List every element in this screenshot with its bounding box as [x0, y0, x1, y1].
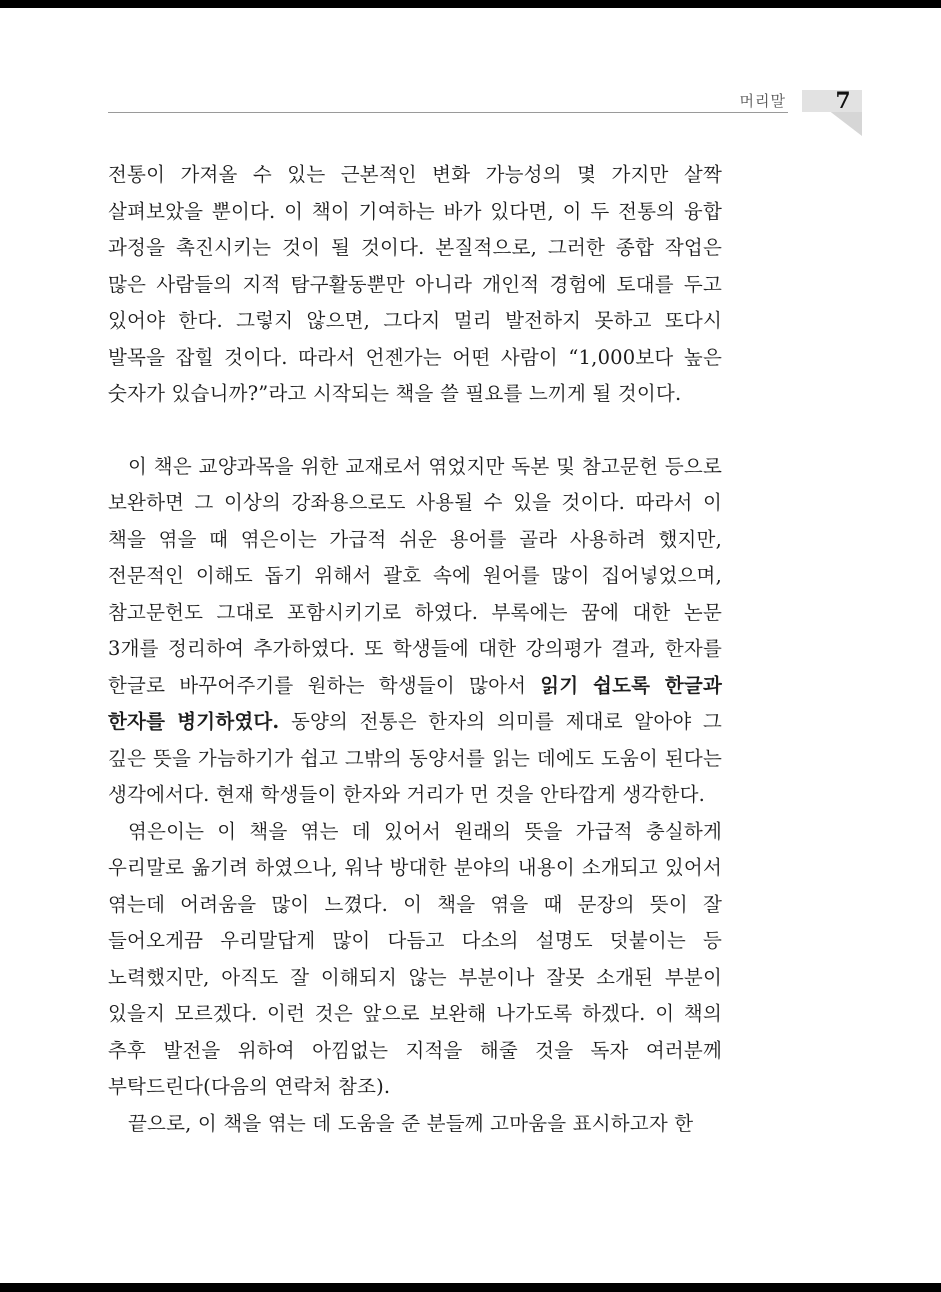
paragraph — [108, 157, 722, 413]
paragraph-text: 전통이 가져올 수 있는 근본적인 변화 가능성의 몇 가지만 살짝 살펴보았을 뿐이다. 이 책이 기여하는 바가 있다면, 이 두 전통의 융합 과정을 촉진시키는 것이 될 것이다. 본질적으로, 그러한 종합 작업은 많은 사람들의 지적 탐구활동뿐만 아니라 개인적 경험에 토대를 두고 있어야 한다. 그렇지 않으면, 그다지 멀리 발전하지 못하고 또다시 발목을 잡힐 것이다. 따라서 언젠가는 어떤 사람이 “1,000보다 높은 숫자가 있습니까?”라고 시작되는 책을 쓸 필요를 느끼게 될 것이다. — [108, 163, 722, 405]
paragraph — [108, 449, 722, 814]
paragraph-gap — [108, 413, 722, 449]
running-title: 머리말 — [739, 92, 786, 110]
page-header — [0, 0, 941, 140]
page-number-tab-icon — [0, 0, 941, 140]
paragraph-text: 엮은이는 이 책을 엮는 데 있어서 원래의 뜻을 가급적 충실하게 우리말로 옮기려 하였으나, 워낙 방대한 분야의 내용이 소개되고 있어서 엮는데 어려움을 많이 느꼈다. 이 책을 엮을 때 문장의 뜻이 잘 들어오게끔 우리말답게 많이 다듬고 다소의 설명도 덧붙이는 등 노력했지만, 아직도 잘 이해되지 않는 부분이나 잘못 소개된 부분이 있을지 모르겠다. 이런 것은 앞으로 보완해 나가도록 하겠다. 이 책의 추후 발전을 위하여 아낌없는 지적을 해줄 것을 독자 여러분께 부탁드린다(다음의 연락처 참조). — [108, 819, 722, 1098]
paragraph — [108, 814, 722, 1106]
bottom-frame-bar — [0, 1283, 941, 1292]
paragraph — [108, 1106, 722, 1143]
paragraph-text: 동양의 전통은 한자의 의미를 제대로 알아야 그 깊은 뜻을 가늠하기가 쉽고 그밖의 동양서를 읽는 데에도 도움이 된다는 생각에서다. 현재 학생들이 한자와 거리가 먼 것을 안타깝게 생각한다. — [108, 710, 722, 806]
emphasized-text: 읽기 쉽도록 한글과 한자를 병기하였다. — [108, 673, 722, 733]
page-number: 7 — [835, 88, 851, 114]
body-text — [108, 157, 722, 1142]
paragraph-text: 끝으로, 이 책을 엮는 데 도움을 준 분들께 고마움을 표시하고자 한 — [128, 1111, 694, 1135]
paragraph-text: 이 책은 교양과목을 위한 교재로서 엮었지만 독본 및 참고문헌 등으로 보완하면 그 이상의 강좌용으로도 사용될 수 있을 것이다. 따라서 이 책을 엮을 때 엮은이는 가급적 쉬운 용어를 골라 사용하려 했지만, 전문적인 이해도 돕기 위해서 괄호 속에 원어를 많이 집어넣었으며, 참고문헌도 그대로 포함시키기로 하였다. 부록에는 꿈에 대한 논문 3개를 정리하여 추가하였다. 또 학생들에 대한 강의평가 결과, 한자를 한글로 바꾸어주기를 원하는 학생들이 많아서 — [108, 454, 722, 697]
